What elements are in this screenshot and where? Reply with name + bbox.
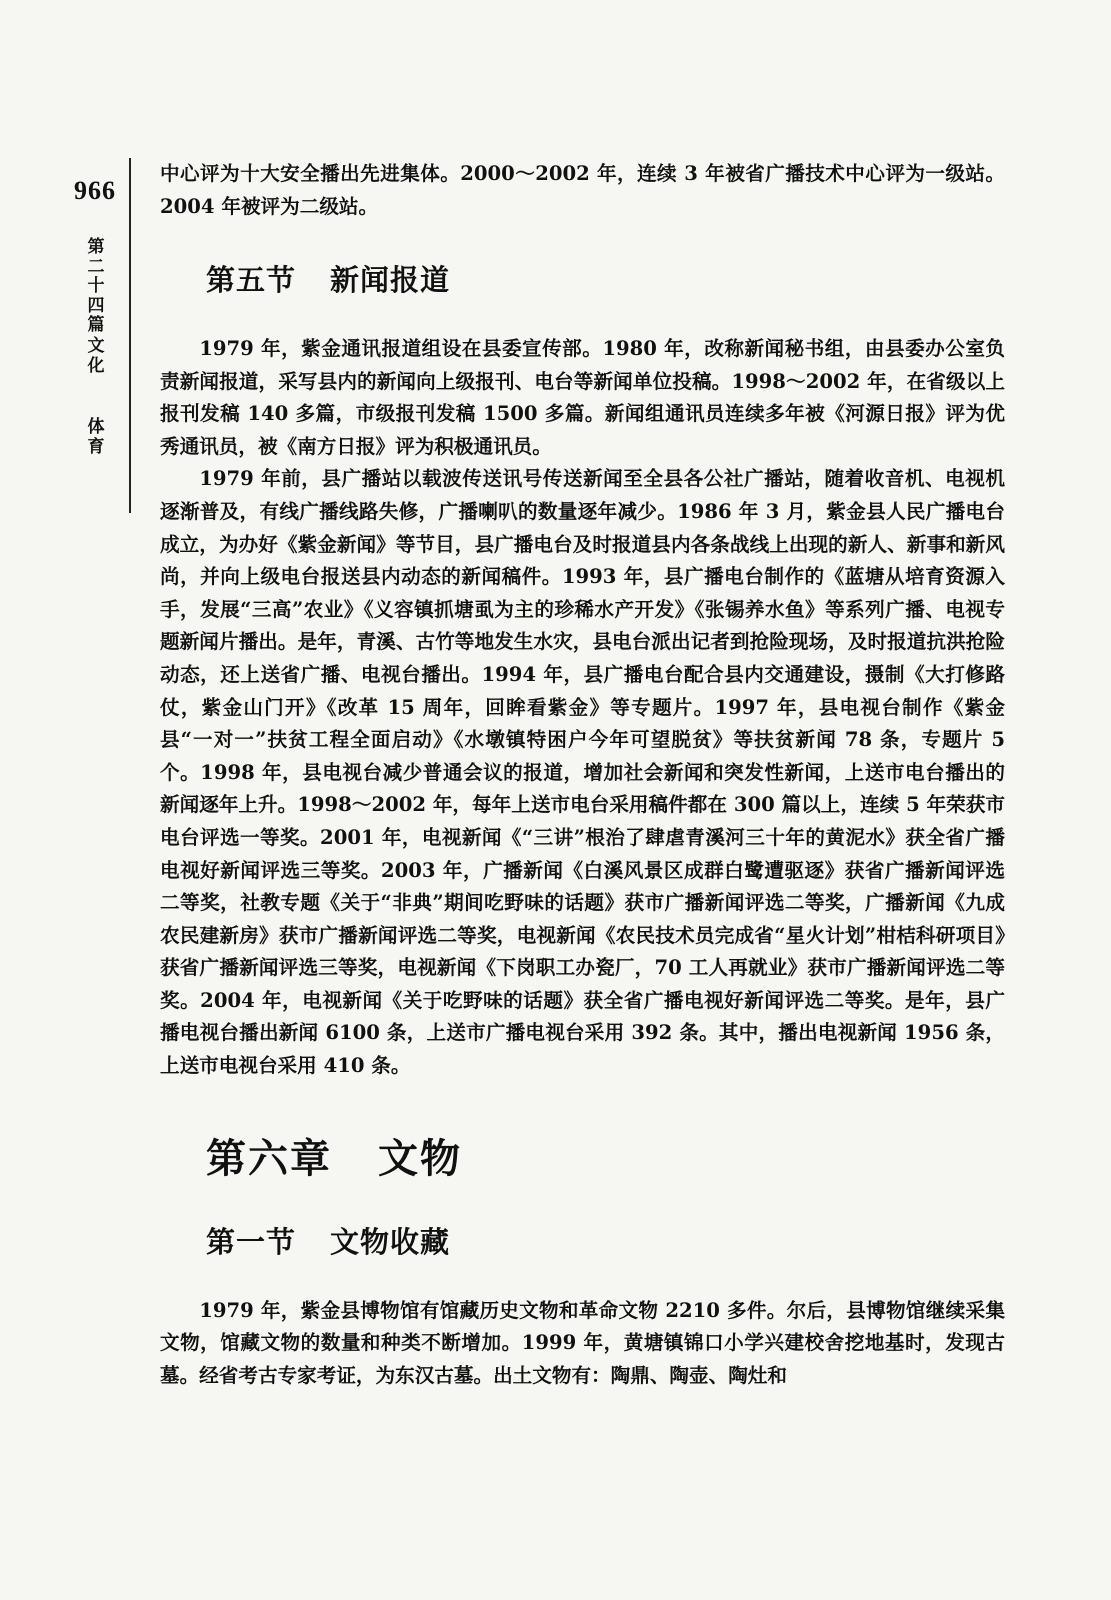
chapter-title: 文物 [378, 1135, 462, 1182]
section-title: 文物收藏 [330, 1224, 451, 1259]
running-head-part: 第 二 十 四 篇 [87, 237, 105, 335]
margin-rule [129, 158, 131, 513]
page-content [160, 158, 1005, 1392]
section-heading-5 [160, 258, 1005, 299]
page-number: 966 [74, 176, 116, 205]
section-number: 第一节 [206, 1224, 297, 1259]
running-head-topic: 体 育 [87, 417, 105, 457]
running-head-volume: 文 化 [87, 336, 105, 376]
chapter-number: 第六章 [206, 1135, 332, 1182]
section-title: 新闻报道 [330, 263, 451, 297]
section-number: 第五节 [206, 263, 297, 297]
paragraph: 1979 年前，县广播站以载波传送讯号传送新闻至全县各公社广播站，随着收音机、电视机逐渐普及，有线广播线路失修，广播喇叭的数量逐年减少。1986 年 3 月，紫金县人民广播电台成立，为办好《紫金新闻》等节目，县广播电台及时报道县内各条战线上出现的新人、新事和新风尚，并向上级电台报送县内动态的新闻稿件。1993 年，县广播电台制作的《蓝塘从培育资源入手，发展“三高”农业》《义容镇抓塘虱为主的珍稀水产开发》《张锡养水鱼》等系列广播、电视专题新闻片播出。是年，青溪、古竹等地发生水灾，县电台派出记者到抢险现场，及时报道抗洪抢险动态，还上送省广播、电视台播出。1994 年，县广播电台配合县内交通建设，摄制《大打修路仗，紫金山门开》《改革 15 周年，回眸看紫金》等专题片。1997 年，县电视台制作《紫金县“一对一”扶贫工程全面启动》《水墩镇特困户今年可望脱贫》等扶贫新闻 78 条，专题片 5 个。1998 年，县电视台减少普通会议的报道，增加社会新闻和突发性新闻，上送市电台播出的新闻逐年上升。1998～2002 年，每年上送市电台采用稿件都在 300 篇以上，连续 5 年荣获市电台评选一等奖。2001 年，电视新闻《“三讲”根治了肆虐青溪河三十年的黄泥水》获全省广播电视好新闻评选三等奖。2003 年，广播新闻《白溪风景区成群白鹭遭驱逐》获省广播新闻评选二等奖，社教专题《关于“非典”期间吃野味的话题》获市广播新闻评选二等奖，广播新闻《九成农民建新房》获市广播新闻评选二等奖，电视新闻《农民技术员完成省“星火计划”柑桔科研项目》获省广播新闻评选三等奖，电视新闻《下岗职工办瓷厂，70 工人再就业》获市广播新闻评选二等奖。2004 年，电视新闻《关于吃野味的话题》获全省广播电视好新闻评选二等奖。是年，县广播电视台播出新闻 6100 条，上送市广播电视台采用 392 条。其中，播出电视新闻 1956 条，上送市电视台采用 410 条。 [160, 467, 1005, 1078]
chapter-heading-6 [160, 1127, 1005, 1184]
paragraph: 1979 年，紫金通讯报道组设在县委宣传部。1980 年，改称新闻秘书组，由县委办公室负责新闻报道，采写县内的新闻向上级报刊、电台等新闻单位投稿。1998～2002 年，在省级以上报刊发稿 140 多篇，市级报刊发稿 1500 多篇。新闻组通讯员连续多年被《河源日报》评为优秀通讯员，被《南方日报》评为积极通讯员。 [160, 337, 1005, 458]
paragraph: 1979 年，紫金县博物馆有馆藏历史文物和革命文物 2210 多件。尔后，县博物馆继续采集文物，馆藏文物的数量和种类不断增加。1999 年，黄塘镇锦口小学兴建校舍挖地基时，发现古墓。经省考古专家考证，为东汉古墓。出土文物有：陶鼎、陶壶、陶灶和 [160, 1298, 1005, 1387]
opening-paragraph: 中心评为十大安全播出先进集体。2000～2002 年，连续 3 年被省广播技术中心评为一级站。2004 年被评为二级站。 [160, 162, 1005, 218]
section-heading-1 [160, 1220, 1005, 1261]
